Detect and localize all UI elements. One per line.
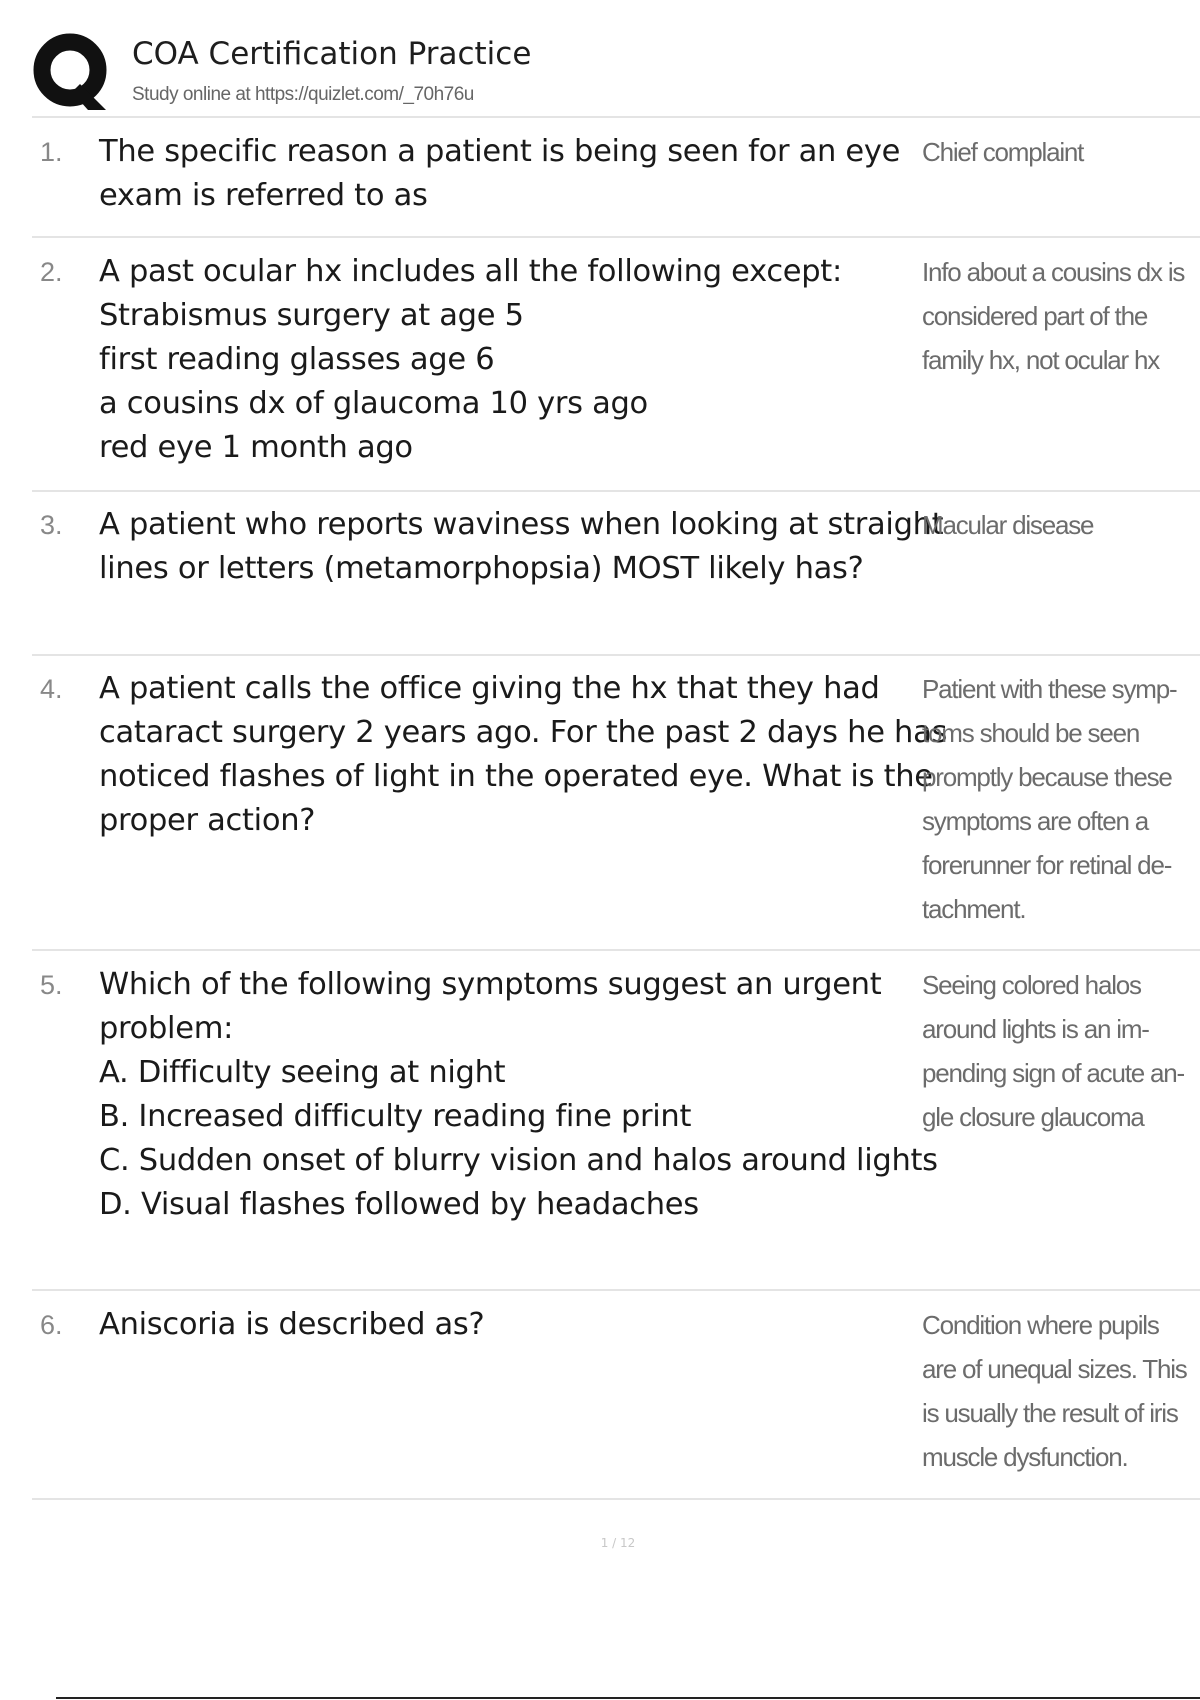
card-definition: Macular disease — [922, 510, 1094, 540]
divider — [32, 490, 1200, 492]
card-definition: Condition where pupils are of unequal sizes. This is usually the result of iris muscle dysfunction. — [922, 1310, 1187, 1472]
divider — [32, 949, 1200, 951]
flashcard-5 — [32, 963, 1200, 1283]
divider — [32, 116, 1200, 118]
card-term: A patient calls the office giving the hx that they had cataract surgery 2 years ago. For the past 2 days he has noticed flashes of light in the operated eye. What is the proper action? — [99, 671, 948, 838]
page-header — [32, 30, 1200, 116]
page-indicator: 1 / 12 — [600, 1536, 636, 1550]
study-link-text: Study online at https://quizlet.com/_70h76u — [132, 84, 474, 105]
card-number: 5. — [40, 970, 63, 1000]
flashcard-2 — [32, 250, 1200, 480]
card-number: 6. — [40, 1310, 63, 1340]
quizlet-logo-icon — [32, 32, 112, 112]
flashcard-4 — [32, 667, 1200, 937]
flashcard-6 — [32, 1303, 1200, 1493]
card-definition: Patient with these symp-toms should be seen promptly because these symptoms are often a forerunner for retinal de-tachment. — [922, 674, 1177, 924]
card-term: The specific reason a patient is being seen for an eye exam is referred to as — [99, 134, 901, 213]
divider — [32, 236, 1200, 238]
divider — [32, 1498, 1200, 1500]
card-number: 2. — [40, 257, 63, 287]
card-term: A past ocular hx includes all the following except: Strabismus surgery at age 5 first reading glasses age 6 a cousins dx of glaucoma 10 yrs ago red eye 1 month ago — [99, 254, 842, 465]
page-title: COA Certification Practice — [132, 36, 532, 72]
flashcard-1 — [32, 130, 1200, 230]
divider — [32, 654, 1200, 656]
card-number: 1. — [40, 137, 63, 167]
divider — [32, 1289, 1200, 1291]
card-term: A patient who reports waviness when looking at straight lines or letters (metamorphopsia) MOST likely has? — [99, 507, 944, 586]
card-definition: Chief complaint — [922, 137, 1084, 167]
card-term: Aniscoria is described as? — [99, 1307, 485, 1342]
card-number: 3. — [40, 510, 63, 540]
bottom-rule — [56, 1697, 1200, 1699]
card-number: 4. — [40, 674, 63, 704]
flashcard-3 — [32, 503, 1200, 653]
card-definition: Info about a cousins dx is considered part of the family hx, not ocular hx — [922, 257, 1185, 375]
card-term: Which of the following symptoms suggest an urgent problem: A. Difficulty seeing at night B. Increased difficulty reading fine print C. Sudden onset of blurry vision and halos around lights D. Visual flashes followed by headaches — [99, 967, 938, 1222]
card-definition: Seeing colored halos around lights is an im-pending sign of acute an-gle closure glaucoma — [922, 970, 1184, 1132]
